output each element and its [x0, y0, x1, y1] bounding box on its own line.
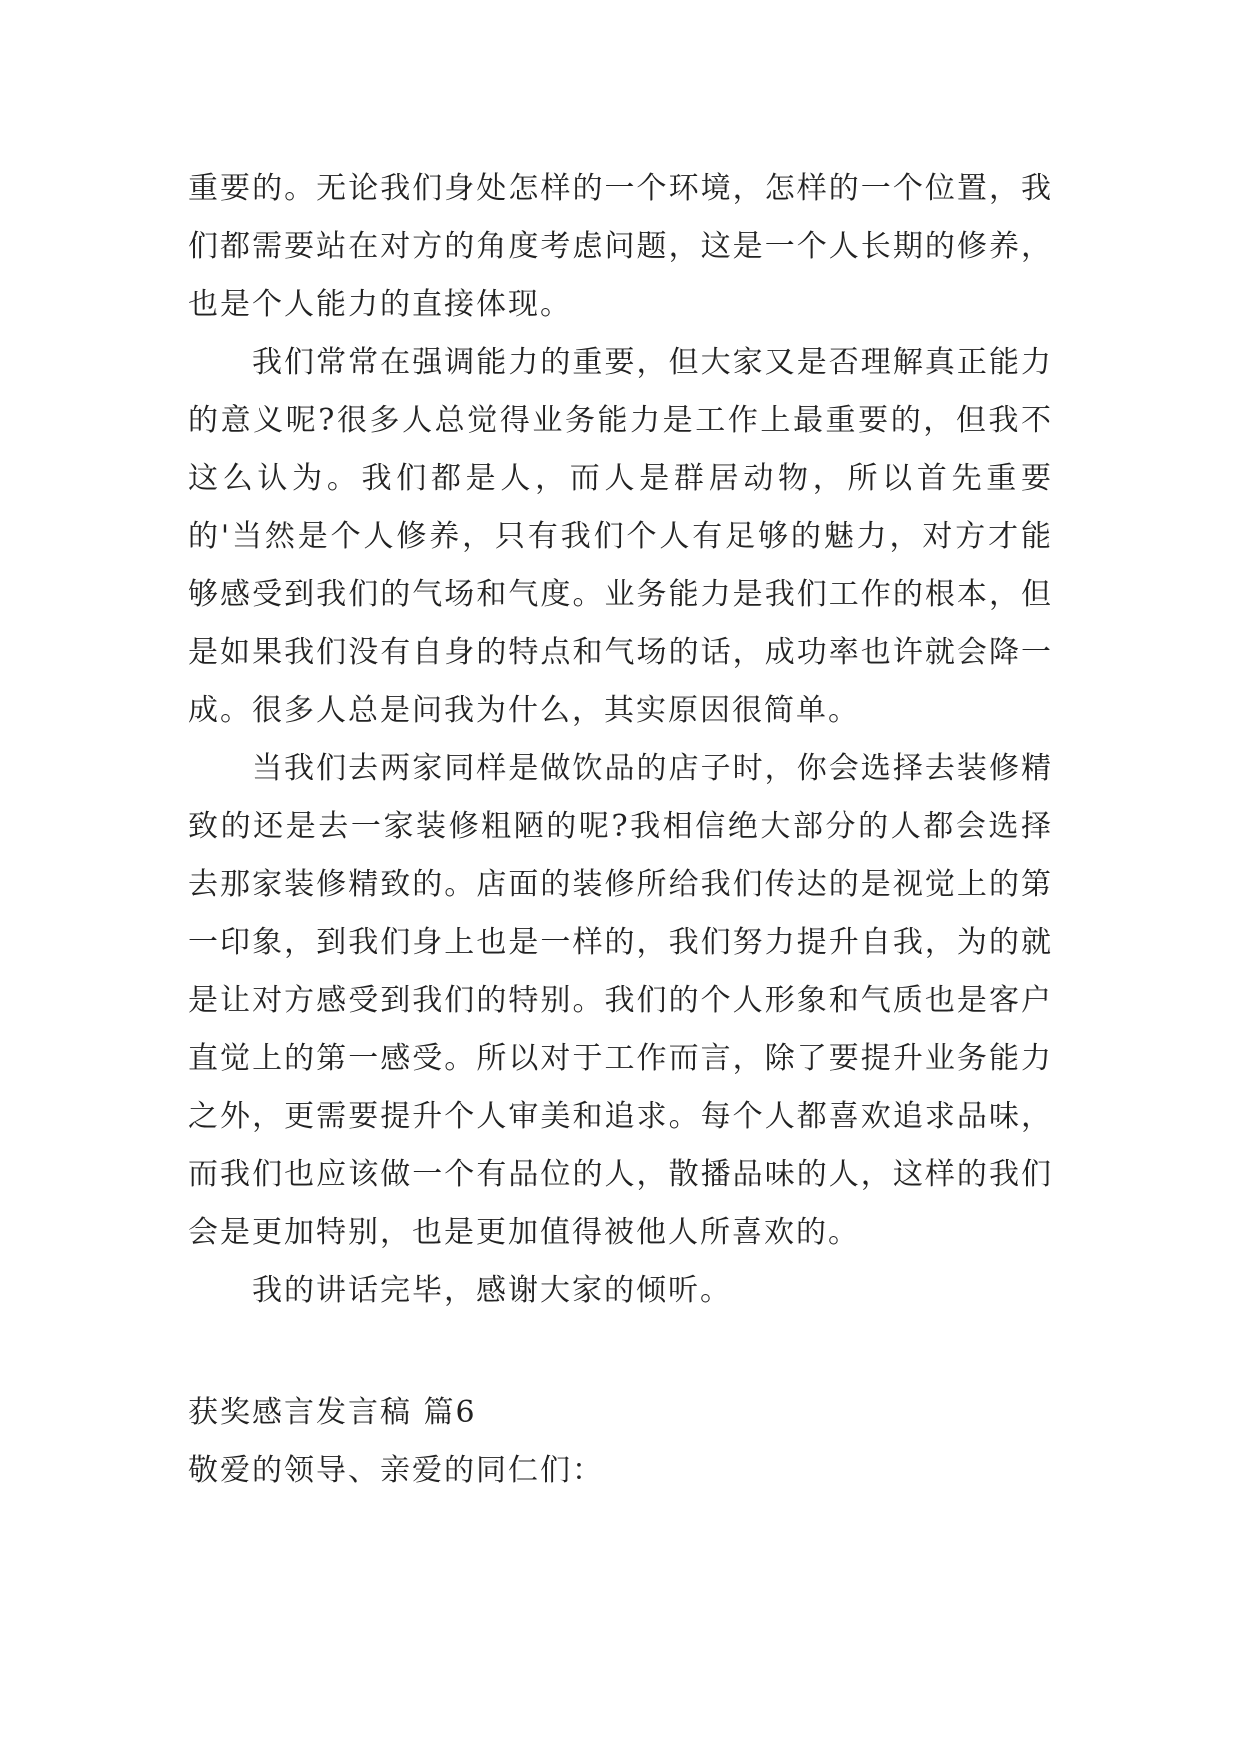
salutation: 敬爱的领导、亲爱的同仁们： [188, 1453, 604, 1488]
paragraph-3: 当我们去两家同样是做饮品的店子时，你会选择去装修精致的还是去一家装修粗陋的呢?我相信绝大部分的人都会选择去那家装修精致的。店面的装修所给我们传达的是视觉上的第一印象，到我们身上也是一样的，我们努力提升自我，为的就是让对方感受到我们的特别。我们的个人形象和气质也是客户直觉上的第一感受。所以对于工作而言，除了要提升业务能力之外，更需要提升个人审美和追求。每个人都喜欢追求品味，而我们也应该做一个有品位的人，散播品味的人，这样的我们会是更加特别，也是更加值得被他人所喜欢的。 [188, 751, 1053, 1250]
section-title: 获奖感言发言稿 篇6 [188, 1395, 477, 1430]
section-spacer [188, 1320, 1053, 1384]
paragraph-closing: 我的讲话完毕，感谢大家的倾听。 [252, 1273, 732, 1308]
paragraph-1: 重要的。无论我们身处怎样的一个环境，怎样的一个位置，我们都需要站在对方的角度考虑问题，这是一个人长期的修养，也是个人能力的直接体现。 [188, 171, 1053, 322]
paragraph-2: 我们常常在强调能力的重要，但大家又是否理解真正能力的意义呢?很多人总觉得业务能力是工作上最重要的，但我不这么认为。我们都是人，而人是群居动物，所以首先重要的'当然是个人修养，只有我们个人有足够的魅力，对方才能够感受到我们的气场和气度。业务能力是我们工作的根本，但是如果我们没有自身的特点和气场的话，成功率也许就会降一成。很多人总是问我为什么，其实原因很简单。 [188, 345, 1053, 728]
document-body [188, 160, 1053, 1500]
